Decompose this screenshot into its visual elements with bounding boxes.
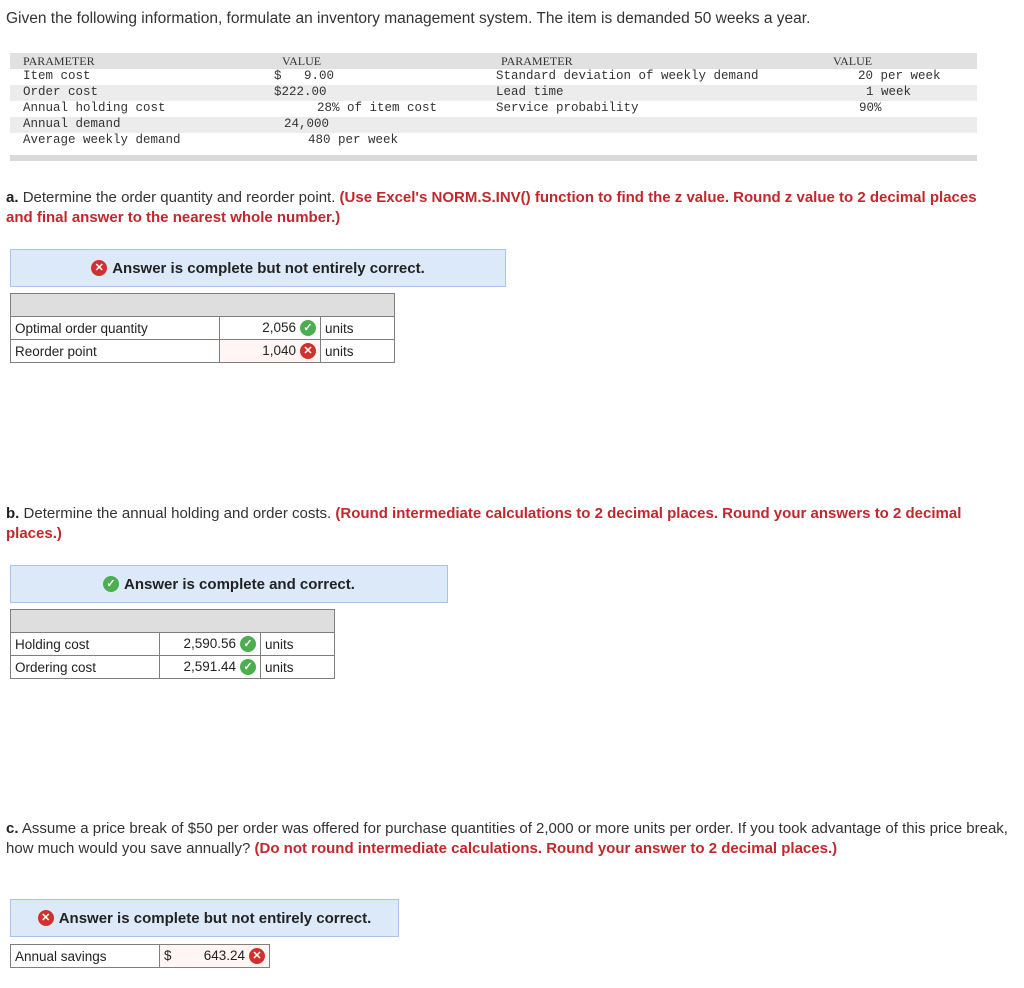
param-right-value-header: VALUE [833, 54, 873, 68]
question-b-text: Determine the annual holding and order costs. [23, 505, 332, 522]
answer-input-reorder-point[interactable] [220, 340, 321, 363]
answer-value: 2,591.44 [183, 658, 236, 674]
answer-status-banner-b [10, 565, 448, 603]
unit-label: units [261, 633, 335, 656]
answer-input-annual-savings[interactable] [160, 945, 270, 968]
answer-value: 1,040 [262, 342, 296, 358]
question-a-instruction: (Use Excel's NORM.S.INV() function to find the z value. Round z value to 2 decimal places and final answer to the nearest whole number.) [6, 189, 977, 226]
x-circle-icon: ✕ [91, 260, 107, 276]
answer-table-c [10, 944, 270, 968]
table-row [11, 945, 270, 968]
param-left-value-header: VALUE [282, 54, 322, 68]
intro-text: Given the following information, formulate an inventory management system. The item is demanded 50 weeks a year. [6, 10, 811, 27]
banner-text: Answer is complete and correct. [124, 575, 355, 593]
param-name: Service probability [496, 101, 639, 115]
check-circle-icon: ✓ [240, 659, 256, 675]
question-b-label: b. [6, 505, 20, 522]
parameters-row-shade [10, 117, 977, 133]
param-value: 28% of item cost [317, 101, 438, 115]
param-value: 90% [859, 101, 882, 115]
question-c-instruction: (Do not round intermediate calculations. Round your answer to 2 decimal places.) [254, 840, 838, 857]
table-row [11, 633, 335, 656]
banner-text: Answer is complete but not entirely correct. [58, 909, 372, 927]
param-left-header: PARAMETER [23, 54, 95, 68]
parameters-header-row [10, 53, 977, 69]
banner-text: Answer is complete but not entirely correct. [112, 259, 425, 277]
param-value: 480 per week [308, 133, 399, 147]
row-label: Annual savings [11, 945, 160, 968]
param-value: $ 9.00 [274, 69, 335, 83]
param-value: $222.00 [274, 85, 327, 99]
param-name: Standard deviation of weekly demand [496, 69, 759, 83]
param-name: Average weekly demand [23, 133, 181, 147]
answer-value: 2,590.56 [183, 635, 236, 651]
table-header [11, 610, 335, 633]
answer-input-ordering-cost[interactable] [160, 656, 261, 679]
parameters-row-shade [10, 85, 977, 101]
question-c-label: c. [6, 820, 19, 837]
parameters-footer-bar [10, 155, 977, 161]
check-circle-icon: ✓ [240, 636, 256, 652]
row-label: Optimal order quantity [11, 317, 220, 340]
param-name: Annual demand [23, 117, 121, 131]
question-c-text: Assume a price break of $50 per order was offered for purchase quantities of 2,000 or more units per order. If you took advantage of this price break, how much would you save annually? [6, 820, 1008, 857]
table-row [11, 656, 335, 679]
answer-table-a [10, 293, 395, 363]
unit-label: units [321, 340, 395, 363]
unit-label: units [321, 317, 395, 340]
table-row [11, 340, 395, 363]
param-value: 24,000 [284, 117, 330, 131]
param-right-header: PARAMETER [501, 54, 573, 68]
answer-value: 643.24 [203, 947, 245, 963]
answer-input-holding-cost[interactable] [160, 633, 261, 656]
question-a [6, 188, 1006, 228]
answer-input-order-quantity[interactable] [220, 317, 321, 340]
param-name: Lead time [496, 85, 564, 99]
question-a-label: a. [6, 189, 19, 206]
table-row [11, 317, 395, 340]
check-circle-icon: ✓ [300, 320, 316, 336]
x-circle-icon: ✕ [300, 343, 316, 359]
row-label: Ordering cost [11, 656, 160, 679]
param-value: 20 per week [858, 69, 941, 83]
row-label: Reorder point [11, 340, 220, 363]
param-name: Item cost [23, 69, 91, 83]
answer-table-b [10, 609, 335, 679]
param-value: 1 week [866, 85, 912, 99]
check-circle-icon: ✓ [103, 576, 119, 592]
x-circle-icon: ✕ [38, 910, 54, 926]
param-name: Annual holding cost [23, 101, 166, 115]
answer-status-banner-c [10, 899, 399, 937]
table-header [11, 294, 395, 317]
x-circle-icon: ✕ [249, 948, 265, 964]
question-b-instruction: (Round intermediate calculations to 2 decimal places. Round your answers to 2 decimal places.) [6, 505, 962, 542]
question-a-text: Determine the order quantity and reorder point. [22, 189, 336, 206]
currency-symbol: $ [164, 947, 172, 963]
unit-label: units [261, 656, 335, 679]
answer-value: 2,056 [262, 319, 296, 335]
param-name: Order cost [23, 85, 99, 99]
row-label: Holding cost [11, 633, 160, 656]
question-b [6, 504, 1006, 544]
answer-status-banner-a [10, 249, 506, 287]
question-c [6, 819, 1012, 859]
